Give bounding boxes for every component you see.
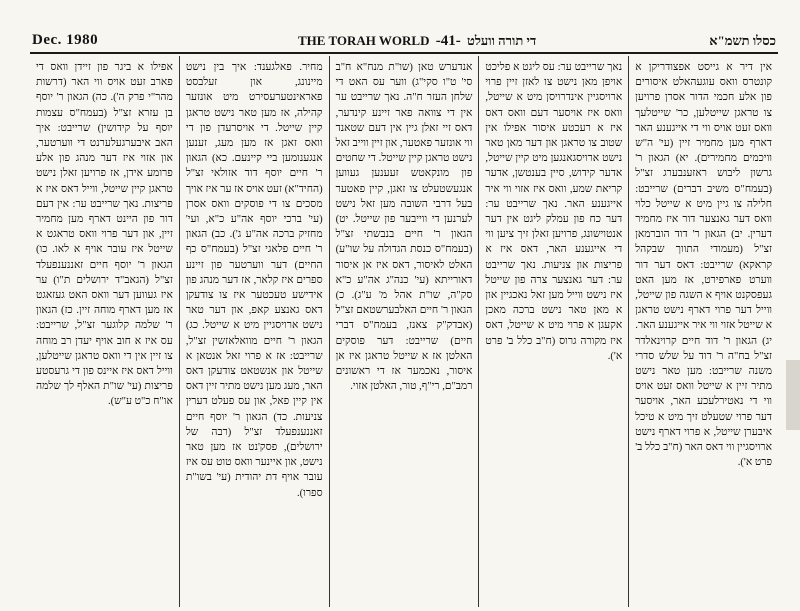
column-text: אנדערש טאן (שו"ת מנח"א ח"ב סי' ט"ו סקי"ג) ווער עס האט די שלחן העזר ח"ה. נאך שרייבט ער אין די צוואה פאר זיינע קינדער, דאס זיי זאלן גיין אין דעם שטאנד ווי אונזער פאטער, און זיין ווייב זאל נישט טראגן קיין שייטל. די שחטים פון מונקאטש זעענען געווען אנגעשטעלט צו זאגן, קיין פאטער בעל דרבי השובה מען זאל נישט לערנען די ווייבער פון שייטל. יט) הגאון ר' חיים בנבשתי זצ"ל (בעמח"ס כנסת הגדולה על שו"ע) האלט לאיסור, דאס איז אן איסור דאורייתא (עי' כנה"ג אה"ע כ"א סק"ה, שו"ת אהל מ' ע"ג). כ) הגאון ר' חיים האלבערשטאם זצ"ל (אבדק"ק צאנז, בעמח"ס דברי חיים) שרייבט: דער פוסקים האלטן אז א שייטל טראגן איז אן איסור, נאכמער אז די ראשונים רמב"ם, רי"ף, טור, האלטן אזוי. [335, 62, 473, 393]
header-date: Dec. 1980 [32, 32, 99, 48]
header-page-number: -41- [435, 33, 461, 49]
column-text: אפילו א ביגר פון זיידן וואס די פארב זעט אויס ווי האר (דרשות מהר"י פרק ה'). כה) הגאון ר' יוסף בן עזרא זצ"ל (בעמח"ס עצמות יוסף על קידושין) שרייבט: איך האב איבערגעלערנט די ווערטער, און אזוי איז דער מנהג פון אלע פרומע אידן, אז פרויען זאלן נישט טראגן קיין שייטל, ווייל דאס איז א פריצות. נאך שרייבט ער: אין דעם דור פון היינט דארף מען מחמיר זיין, און דער פרוי וואס טראגט א שייטל איז עובר אויף א לאו. כו) הגאון ר' יוסף חיים זאננענפעלד זצ"ל (הגאב"ד ירושלים ת"ו) ער איז געווען דער וואס האט געזאגט אז מען דארף מוחה זיין. כז) הגאון ר' שלמה קלוגער זצ"ל, שרייבט: עס איז א חוב אויף יעדן רב מוחה צו זיין אין די וואס טראגן שייטלען, ווייל דאס איז איינס פון די גרעסטע פריצות (עי' שו"ת האלף לך שלמה או"ח כ"ט ע"ש). [36, 62, 173, 408]
text-columns [30, 56, 778, 607]
text-column [478, 56, 628, 607]
header-hebrew-date: כסלו תשמ"א [709, 33, 776, 48]
header-hebrew-title: די תורה וועלט [466, 33, 537, 48]
text-column [179, 56, 329, 607]
column-text: נאך שרייבט ער: עס ליגט א פליכט אויפן מאן נישט צו לאזן זיין פרוי ארויסגיין אינדרויסן מיט א שייטל, וואס איז אויסער דעם וואס דאס איז א רעכטע איסור אפילו אין שטוב צו טראגן און דער מאן טאר נישט ארויסגאנגען מיט קיין שייטל, אדער קידוש, סיין בענטשן, אדער קריאת שמע, וואס איז אזוי ווי איר אייגענע האר. נאך שרייבט ער: דער כח פון עמלק ליגט אין דער אנטוישונג, פרויען זאלן זיך ציען ווי די אייגענע האר, דאס איז א פריצות און צניעות. נאך שרייבט ער: דער גאנצער צרה פון שייטל איז נישט ווייל מען זאל נאכגיין און א מאן טאר נישט ברכה מאכן אקעגן א פרוי מיט א שייטל, דאס איז מקורה גרוס (ח"ב כלל ב' פרט א'). [485, 62, 623, 362]
header-title: THE TORAH WORLD [298, 33, 430, 48]
scan-edge-shadow [786, 360, 800, 430]
text-column [30, 56, 179, 607]
text-column [329, 56, 479, 607]
text-column [628, 56, 778, 607]
header-title-group [298, 33, 536, 50]
column-text: מחיר. פאלגענד: איך בין נישט מיינונג, און זעלבסט פאראינטערעסירט מיט אונזער קהילה, אז מען טאר נישט טראגן קיין שייטל. די אויסרעדן פון די וואס זאגן אז מען מעג, זענען אנגענומען ביי קיינעם. כא) הגאון ר' חיים יוסף דוד אזולאי זצ"ל (החיד"א) זעט אויס אז ער איז אויך מסכים צו די פוסקים וואס אסרן (עי' ברכי יוסף אה"ע כ"א, ועי' מחזיק ברכה אה"ע ג'). כב) הגאון ר' חיים פלאגי זצ"ל (בעמח"ס כף החיים) דער ווערטער פון זיינע ספרים איז קלאר, אז דער מנהג פון אידישע טעכטער איז צו צודעקן דאס גאנצע קאפ, און דער טאר נישט ארויסגיין מיט א שייטל. כג) הגאון ר' חיים מוואלאזשין זצ"ל, שרייבט: אז א פרוי זאל אנטאן א שייטל און אנשטאט צודעקן דאס האר, מעג מען נישט מתיר זיין דאס אין קיין פאל, און עס פעלט דערין צניעות. כד) הגאון ר' יוסף חיים זאננענפעלד זצ"ל (רבה של ירושלים), פסק'נט אז מען טאר נישט, און איינער וואס טוט עס איז עובר אויף דת יהודית (עי' בשו"ת ספרו). [185, 62, 323, 499]
page-header [30, 30, 778, 54]
column-text: אין דיר א גייסט אפצודריקן א קונטרס וואס עוגעהאלט איסורים פון אלע חכמי הדור אסרן פרויען צו טראגן שייטלען, כר' שייטלעך וואס זעט אויס ווי די אייגענע האר דארף מען מחמיר זיין (עי' ה"ש וויכמים מחמירים). יא) הגאון ר' גרשון ליבוש ראזענבערג זצ"ל (בעמח"ס משיב דברים) שרייבט: חלילה צו גיין מיט א שייטל כלוי וואס דער גאנצער דור איז מחמיר דערין. יב) הגאון ר' דוד הוברמאן זצ"ל (מעמודי התווך שבקהל קראקא) שרייבט: דאס דער דור ווערט פארפירט, אז מען האט געפסקנט אויף א השגה פון שייטל, ווייל דער פרוי דארף נישט טראגן א שייטל אזוי ווי איר אייגענע האר. יג) הגאון ר' דוד חיים קרוינאלדר זצ"ל בח"ה ר' דוד על שלש סדרי משנה שרייבט: מען טאר נישט מתיר זיין א שייטל וואס זעט אויס ווי די נאטירלעכע האר, אויסער דער פרוי שטעלט זיך מיט א טיכל איבערן שייטל, א פרוי דארף נישט ארויסגיין ווי דאס האר (ח"ב כלל ב' פרט א'). [635, 62, 772, 469]
